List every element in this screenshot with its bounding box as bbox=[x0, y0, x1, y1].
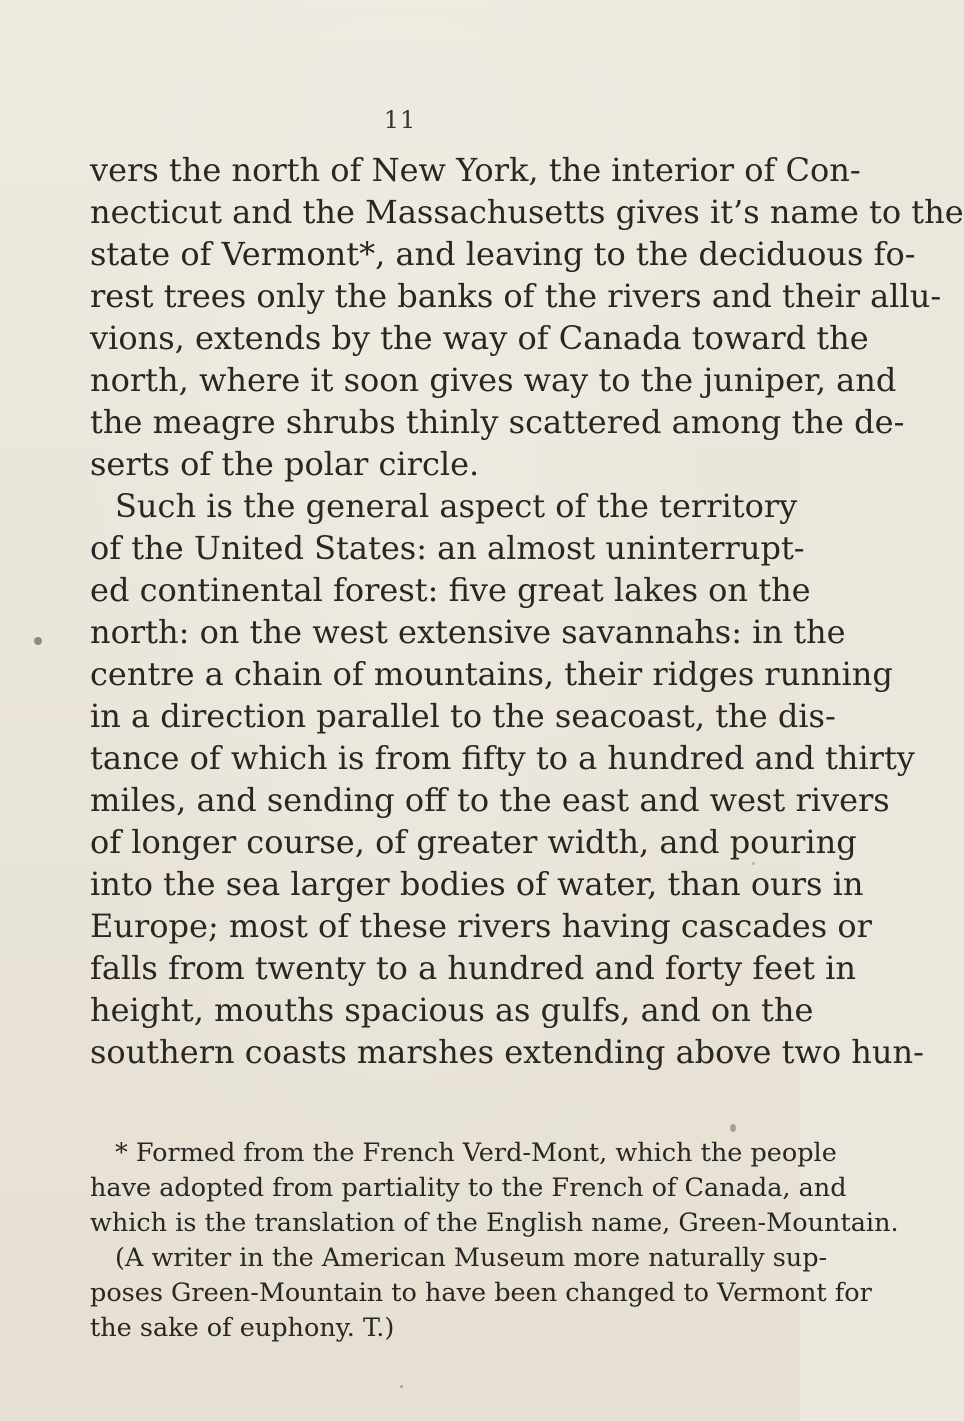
text-line: vers the north of New York, the interior of Con- bbox=[90, 151, 861, 189]
footnote-line: (A writer in the American Museum more naturally sup- bbox=[115, 1243, 828, 1273]
text-line: centre a chain of mountains, their ridges running bbox=[90, 655, 893, 693]
text-line: vions, extends by the way of Canada toward the bbox=[90, 319, 869, 357]
text-line: state of Vermont*, and leaving to the deciduous fo- bbox=[90, 235, 916, 273]
ink-speck bbox=[400, 1385, 403, 1388]
text-line: the meagre shrubs thinly scattered among the de- bbox=[90, 403, 905, 441]
ink-speck bbox=[752, 862, 755, 865]
text-line: north: on the west extensive savannahs: in the bbox=[90, 613, 846, 651]
ink-speck bbox=[34, 637, 42, 645]
page-number: 11 bbox=[383, 106, 417, 134]
footnote-line: which is the translation of the English name, Green-Mountain. bbox=[90, 1208, 899, 1238]
footnote-line: the sake of euphony. T.) bbox=[90, 1313, 395, 1343]
text-line: ed continental forest: five great lakes on the bbox=[90, 571, 811, 609]
text-line: Europe; most of these rivers having cascades or bbox=[90, 907, 872, 945]
text-line: in a direction parallel to the seacoast, the dis- bbox=[90, 697, 836, 735]
text-line: north, where it soon gives way to the juniper, and bbox=[90, 361, 897, 399]
text-line: of the United States: an almost uninterrupt- bbox=[90, 529, 805, 567]
text-line: rest trees only the banks of the rivers and their allu- bbox=[90, 277, 942, 315]
text-line: southern coasts marshes extending above two hun- bbox=[90, 1033, 924, 1071]
text-line: tance of which is from fifty to a hundred and thirty bbox=[90, 739, 915, 777]
text-line: into the sea larger bodies of water, than ours in bbox=[90, 865, 864, 903]
footnote-line: have adopted from partiality to the French of Canada, and bbox=[90, 1173, 847, 1203]
text-line: necticut and the Massachusetts gives it’s name to the bbox=[90, 193, 964, 231]
ink-speck bbox=[730, 1124, 736, 1132]
text-line: miles, and sending off to the east and west rivers bbox=[90, 781, 890, 819]
text-line: height, mouths spacious as gulfs, and on the bbox=[90, 991, 814, 1029]
text-line: Such is the general aspect of the territory bbox=[115, 487, 798, 525]
text-line: serts of the polar circle. bbox=[90, 445, 480, 483]
text-line: falls from twenty to a hundred and forty feet in bbox=[90, 949, 857, 987]
footnote-line: poses Green-Mountain to have been changed to Vermont for bbox=[90, 1278, 872, 1308]
footnote-line: * Formed from the French Verd-Mont, which the people bbox=[115, 1138, 837, 1168]
text-line: of longer course, of greater width, and pouring bbox=[90, 823, 857, 861]
